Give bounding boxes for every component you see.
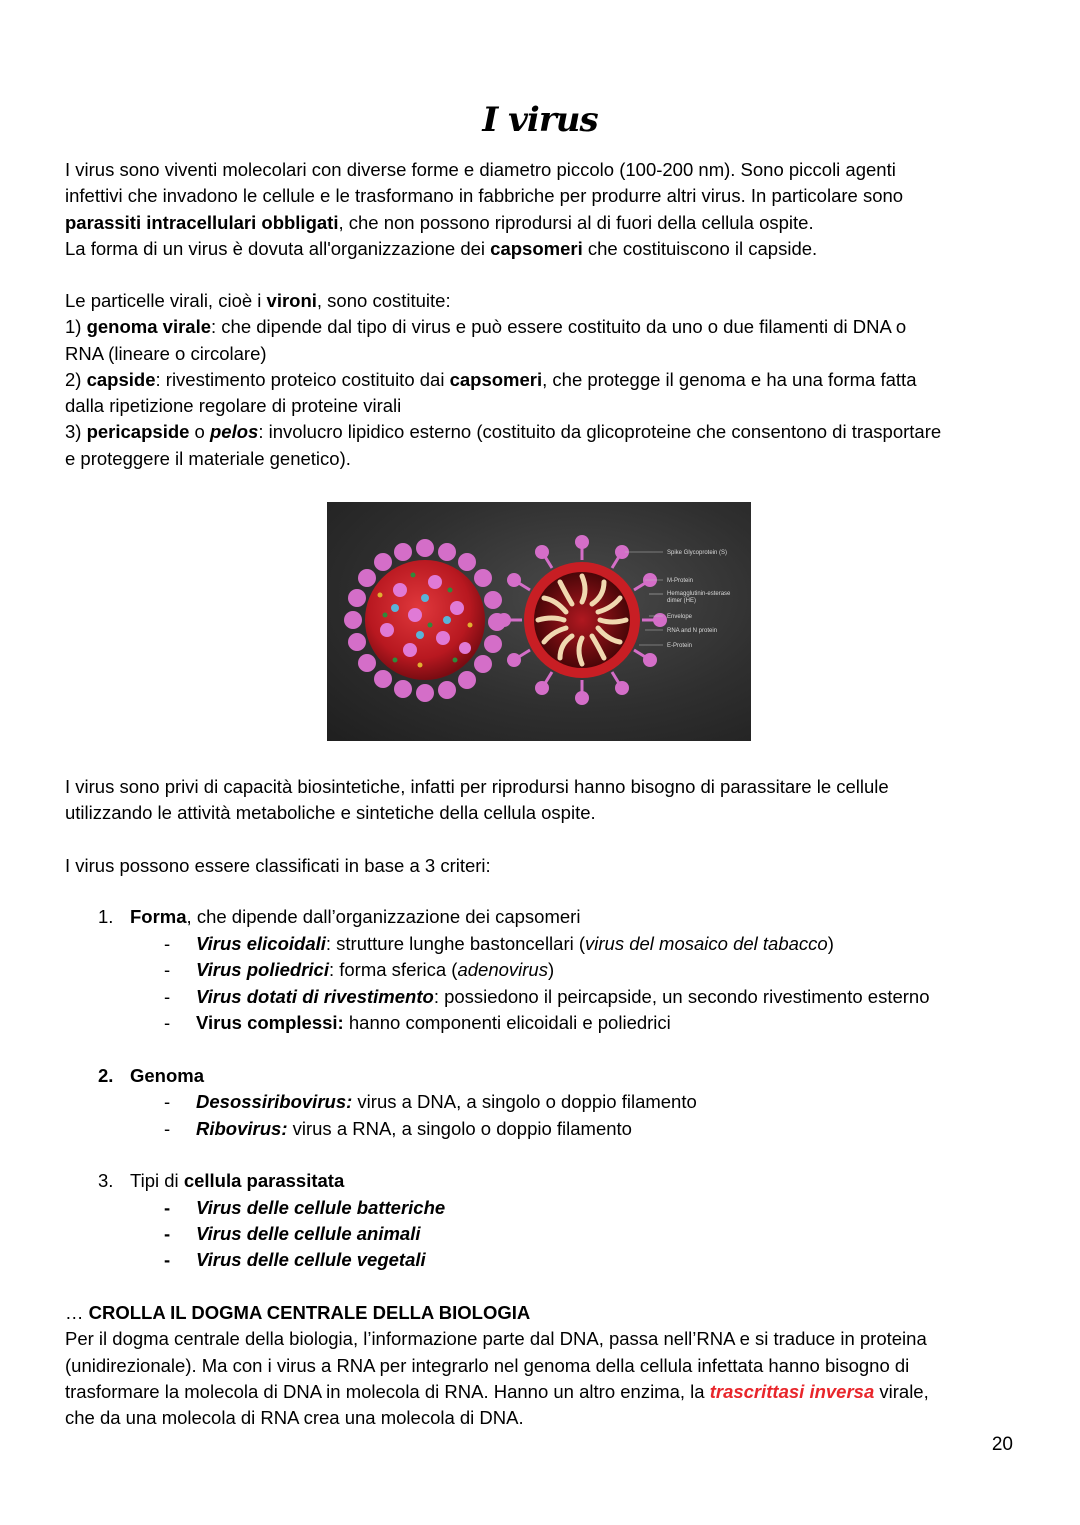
virions-paragraph — [65, 288, 1015, 472]
label-he-2: dimer (HE) — [667, 598, 697, 604]
intro-line-3: parassiti intracellulari obbligati, che non possono riprodursi al di fuori della cellula ospite. — [65, 211, 814, 233]
virions-lead: Le particelle virali, cioè i vironi, sono costituite: — [65, 290, 451, 311]
list-item: - Virus dotati di rivestimento: possiedono il peircapside, un secondo rivestimento esterno — [164, 986, 930, 1007]
label-he: Hemagglutinin-esterase — [667, 591, 731, 597]
intro-line-2: infettivi che invadono le cellule e le trasformano in fabbriche per produrre altri virus. In particolare sono — [65, 185, 904, 207]
intro-bold-term: parassiti intracellulari obbligati — [65, 211, 339, 233]
intro-line-4: La forma di un virus è dovuta all'organizzazione dei capsomeri che costituiscono il capside. — [65, 237, 818, 259]
virion-item-pericapside-cont: e proteggere il materiale genetico). — [65, 447, 351, 469]
virion-item-genoma: 1) genoma virale: che dipende dal tipo di virus e può essere costituito da uno o due filamenti di DNA o — [65, 316, 907, 338]
label-e-protein: E-Protein — [667, 643, 693, 649]
list-item: - Virus delle cellule batteriche — [164, 1197, 446, 1218]
dogma-section: … CROLLA IL DOGMA CENTRALE DELLA BIOLOGIA Per il dogma centrale della biologia, l’informazione parte dal DNA, passa nell’RNA e si traduce in proteina (unidirezionale). Ma con i virus a RNA per integrarlo nel genoma della cellula infettata hanno bisogno di trasformare la molecola di DNA in molecola di RNA. Hanno un altro enzima, la trascrittasi inversa virale, che da una molecola di RNA crea una molecola di DNA. — [65, 1300, 1015, 1431]
criterion-cellula: 3. Tipi di cellula parassitata — [98, 1170, 345, 1191]
page-title: I virus — [482, 100, 598, 140]
intro-paragraph — [65, 157, 1015, 262]
highlight-term: trascrittasi inversa — [709, 1380, 875, 1402]
virus-diagram-icon — [327, 502, 751, 741]
criterion-genoma: 2. Genoma — [98, 1065, 205, 1086]
list-item: - Virus complessi: hanno componenti elicoidali e poliedrici — [164, 1012, 671, 1033]
label-spike: Spike Glycoprotein (S) — [667, 550, 728, 556]
list-item: - Virus poliedrici: forma sferica (adenovirus) — [164, 959, 555, 980]
label-rna: RNA and N protein — [667, 628, 718, 634]
coronavirus-illustration — [327, 502, 751, 741]
label-m-protein: M-Protein — [667, 578, 694, 584]
criterion-forma: 1. Forma, che dipende dall’organizzazione dei capsomeri — [98, 906, 581, 927]
page-number: 20 — [991, 1434, 1013, 1455]
list-item: - Ribovirus: virus a RNA, a singolo o doppio filamento — [164, 1118, 632, 1139]
biosynth-paragraph: I virus sono privi di capacità biosintetiche, infatti per riprodursi hanno bisogno di parassitare le cellule utilizzando le attività metaboliche e sintetiche della cellula ospite. — [65, 776, 889, 824]
virion-item-genoma-cont: RNA (lineare o circolare) — [65, 342, 267, 364]
virion-item-pericapside: 3) pericapside o pelos: involucro lipidico esterno (costituito da glicoproteine che consentono di trasportare — [65, 421, 942, 443]
list-item: - Virus delle cellule vegetali — [164, 1249, 426, 1270]
intro-line-1: I virus sono viventi molecolari con diverse forme e diametro piccolo (100-200 nm). Sono piccoli agenti — [65, 159, 896, 180]
classification-lead: I virus possono essere classificati in base a 3 criteri: — [65, 855, 491, 876]
list-item: - Desossiribovirus: virus a DNA, a singolo o doppio filamento — [164, 1091, 697, 1112]
list-item: - Virus delle cellule animali — [164, 1223, 421, 1244]
virion-item-capside: 2) capside: rivestimento proteico costituito dai capsomeri, che protegge il genoma e ha una forma fatta — [65, 368, 917, 390]
list-item: - Virus elicoidali: strutture lunghe bastoncellari (virus del mosaico del tabacco) — [164, 933, 834, 954]
label-envelope: Envelope — [667, 614, 693, 620]
virion-item-capside-cont: dalla ripetizione regolare di proteine virali — [65, 395, 402, 417]
dogma-heading: … CROLLA IL DOGMA CENTRALE DELLA BIOLOGIA — [65, 1302, 531, 1323]
